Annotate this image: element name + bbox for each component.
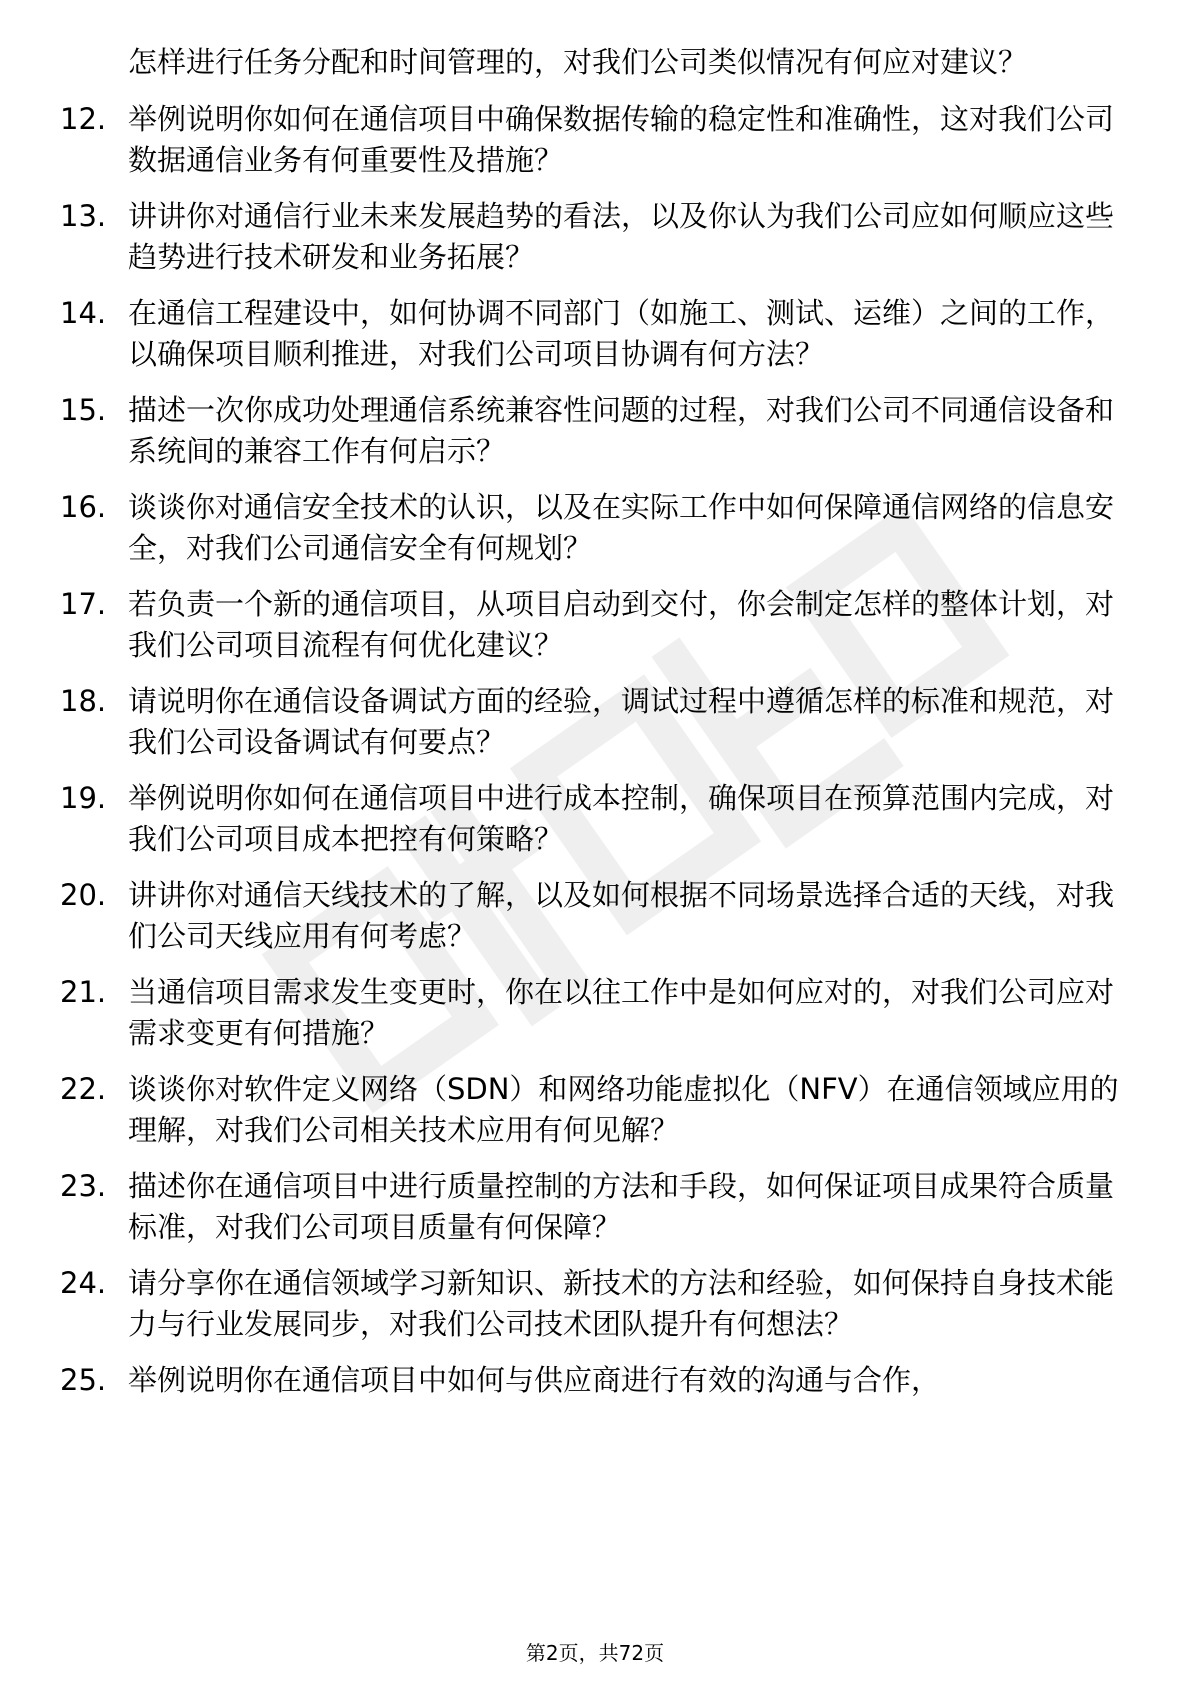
question-number: 21. [60,975,107,1009]
question-number: 15. [60,393,107,427]
question-text: 描述一次你成功处理通信系统兼容性问题的过程，对我们公司不同通信设备和系统间的兼容工作有何启示？ [128,393,1115,468]
question-item-22 [60,1069,1120,1151]
question-text: 举例说明你如何在通信项目中进行成本控制，确保项目在预算范围内完成，对我们公司项目成本把控有何策略？ [128,781,1115,856]
question-number: 25. [60,1363,107,1397]
question-number: 12. [60,102,107,136]
question-number: 19. [60,781,107,815]
continued-question-text: 怎样进行任务分配和时间管理的，对我们公司类似情况有何应对建议？ [128,45,1028,79]
question-number: 17. [60,587,107,621]
question-text: 当通信项目需求发生变更时，你在以往工作中是如何应对的，对我们公司应对需求变更有何措施？ [128,975,1115,1050]
question-text: 讲讲你对通信行业未来发展趋势的看法，以及你认为我们公司应如何顺应这些趋势进行技术研发和业务拓展？ [128,199,1115,274]
question-text: 讲讲你对通信天线技术的了解，以及如何根据不同场景选择合适的天线，对我们公司天线应用有何考虑？ [128,878,1115,953]
question-item-17 [60,584,1120,666]
question-text: 请说明你在通信设备调试方面的经验，调试过程中遵循怎样的标准和规范，对我们公司设备调试有何要点？ [128,684,1115,759]
question-text: 描述你在通信项目中进行质量控制的方法和手段，如何保证项目成果符合质量标准，对我们公司项目质量有何保障？ [128,1169,1115,1244]
question-item-24 [60,1263,1120,1345]
question-number: 13. [60,199,107,233]
question-text: 谈谈你对软件定义网络（SDN）和网络功能虚拟化（NFV）在通信领域应用的理解，对我们公司相关技术应用有何见解？ [128,1072,1119,1147]
question-item-16 [60,487,1120,569]
page-footer [0,1640,1190,1666]
page-number-label: 第2页，共72页 [525,1641,665,1665]
question-item-23 [60,1166,1120,1248]
question-text: 在通信工程建设中，如何协调不同部门（如施工、测试、运维）之间的工作，以确保项目顺利推进，对我们公司项目协调有何方法？ [128,296,1115,371]
question-text: 谈谈你对通信安全技术的认识，以及在实际工作中如何保障通信网络的信息安全，对我们公司通信安全有何规划？ [128,490,1115,565]
question-item-25 [60,1360,1120,1401]
question-item-14 [60,293,1120,375]
question-text: 请分享你在通信领域学习新知识、新技术的方法和经验，如何保持自身技术能力与行业发展同步，对我们公司技术团队提升有何想法？ [128,1266,1115,1341]
question-list [60,42,1120,1416]
question-number: 16. [60,490,107,524]
question-text: 举例说明你在通信项目中如何与供应商进行有效的沟通与合作， [128,1363,941,1397]
question-item-13 [60,196,1120,278]
question-item-15 [60,390,1120,472]
question-item-12 [60,99,1120,181]
question-number: 14. [60,296,107,330]
question-number: 18. [60,684,107,718]
question-text: 举例说明你如何在通信项目中确保数据传输的稳定性和准确性，这对我们公司数据通信业务有何重要性及措施？ [128,102,1115,177]
question-number: 20. [60,878,107,912]
question-number: 24. [60,1266,107,1300]
question-item-19 [60,778,1120,860]
question-item-20 [60,875,1120,957]
question-item-18 [60,681,1120,763]
question-number: 22. [60,1072,107,1106]
question-text: 若负责一个新的通信项目，从项目启动到交付，你会制定怎样的整体计划，对我们公司项目流程有何优化建议？ [128,587,1115,662]
question-number: 23. [60,1169,107,1203]
question-item-21 [60,972,1120,1054]
